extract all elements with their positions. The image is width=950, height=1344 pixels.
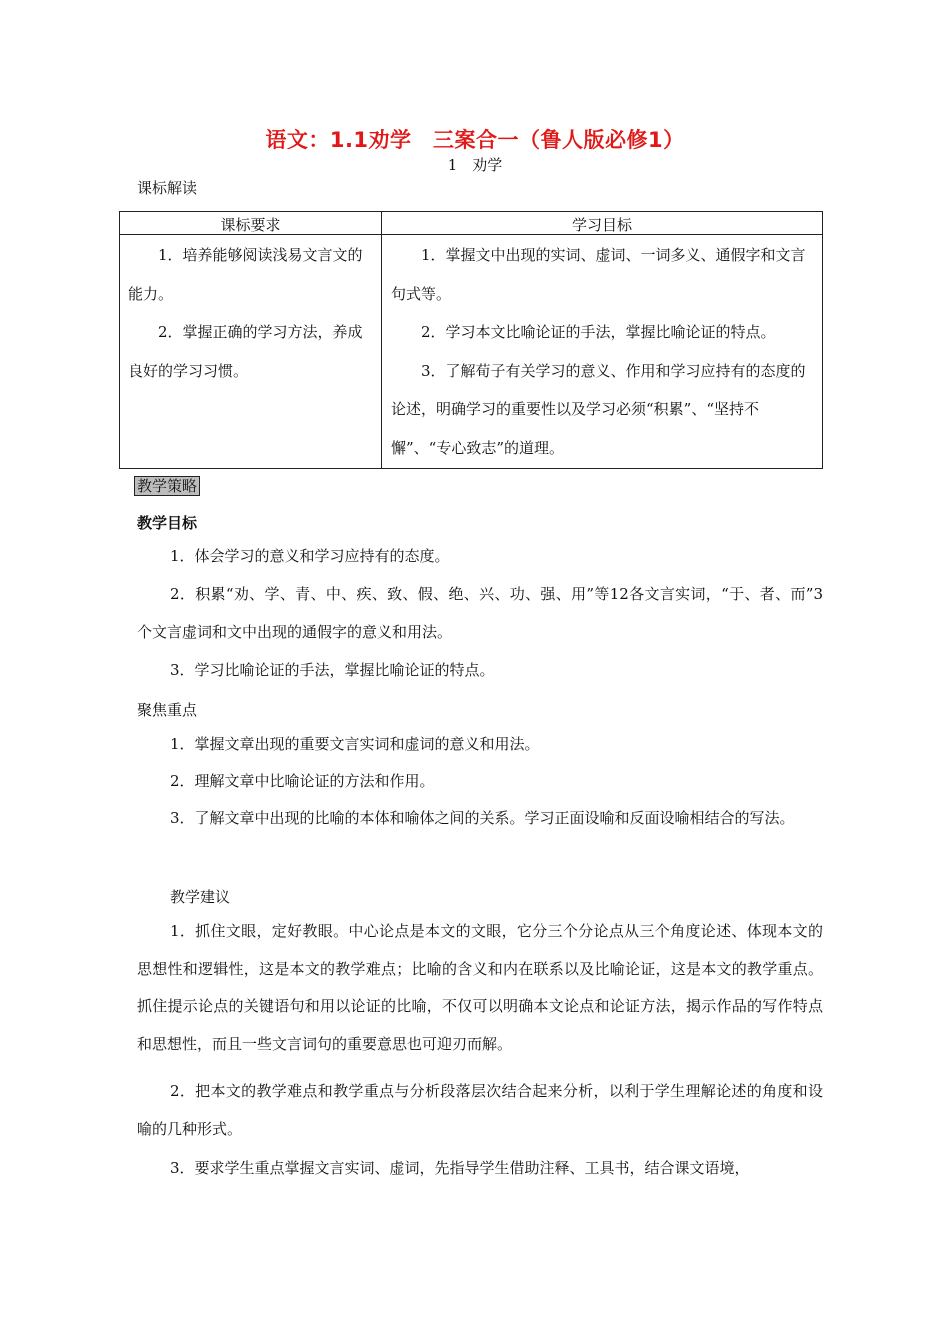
focus-item: 2．理解文章中比喻论证的方法和作用。 [170, 772, 435, 790]
focus-item: 1．掌握文章出现的重要文言实词和虚词的意义和用法。 [170, 735, 540, 753]
table-cell-goals [391, 236, 815, 467]
lesson-subtitle: 1 劝学 [447, 156, 503, 174]
teaching-goal-item: 3．学习比喻论证的手法，掌握比喻论证的特点。 [170, 661, 495, 679]
goal-item: 2．学习本文比喻论证的手法，掌握比喻论证的特点。 [421, 323, 776, 341]
section-standards-label: 课标解读 [137, 179, 198, 197]
focus-item: 3．了解文章中出现的比喻的本体和喻体之间的关系。学习正面设喻和反面设喻相结合的写法。 [170, 809, 795, 827]
requirement-item: 1．培养能够阅读浅易文言文的能力。 [128, 246, 363, 303]
strategy-tag: 教学策略 [134, 476, 200, 496]
suggestion-item: 1．抓住文眼，定好教眼。中心论点是本文的文眼，它分三个分论点从三个角度论述、体现本文的思想性和逻辑性，这是本文的教学难点；比喻的含义和内在联系以及比喻论证，这是本文的教学重点。抓住提示论点的关键语句和用以论证的比喻，不仅可以明确本文论点和论证方法，揭示作品的写作特点和思想性，而且一些文言词句的重要意思也可迎刃而解。 [137, 922, 823, 1053]
goal-item: 1．掌握文中出现的实词、虚词、一词多义、通假字和文言句式等。 [391, 246, 806, 303]
table-cell-requirements [128, 236, 374, 390]
table-column-divider [381, 212, 382, 468]
focus-heading: 聚焦重点 [137, 701, 198, 719]
suggestion-item: 2．把本文的教学难点和教学重点与分析段落层次结合起来分析，以利于学生理解论述的角度和设喻的几种形式。 [137, 1082, 823, 1138]
standards-table [119, 211, 823, 469]
teaching-goal-item: 2．积累“劝、学、青、中、疾、致、假、绝、兴、功、强、用”等12各文言实词，“于、者、而”3个文言虚词和文中出现的通假字的意义和用法。 [137, 585, 823, 641]
document-title: 语文：1.1劝学 三案合一（鲁人版必修1） [265, 128, 685, 152]
teaching-goals-heading: 教学目标 [137, 514, 198, 532]
suggestion-item: 3．要求学生重点掌握文言实词、虚词，先指导学生借助注释、工具书，结合课文语境， [170, 1159, 750, 1177]
requirement-item: 2．掌握正确的学习方法，养成良好的学习习惯。 [128, 323, 363, 380]
suggestions-heading: 教学建议 [170, 888, 231, 906]
table-header-goals: 学习目标 [571, 216, 632, 234]
teaching-goal-item: 1．体会学习的意义和学习应持有的态度。 [170, 547, 450, 565]
goal-item: 3．了解荀子有关学习的意义、作用和学习应持有的态度的论述，明确学习的重要性以及学习必须“积累”、“坚持不懈”、“专心致志”的道理。 [391, 361, 806, 457]
table-header-requirements: 课标要求 [220, 216, 281, 234]
